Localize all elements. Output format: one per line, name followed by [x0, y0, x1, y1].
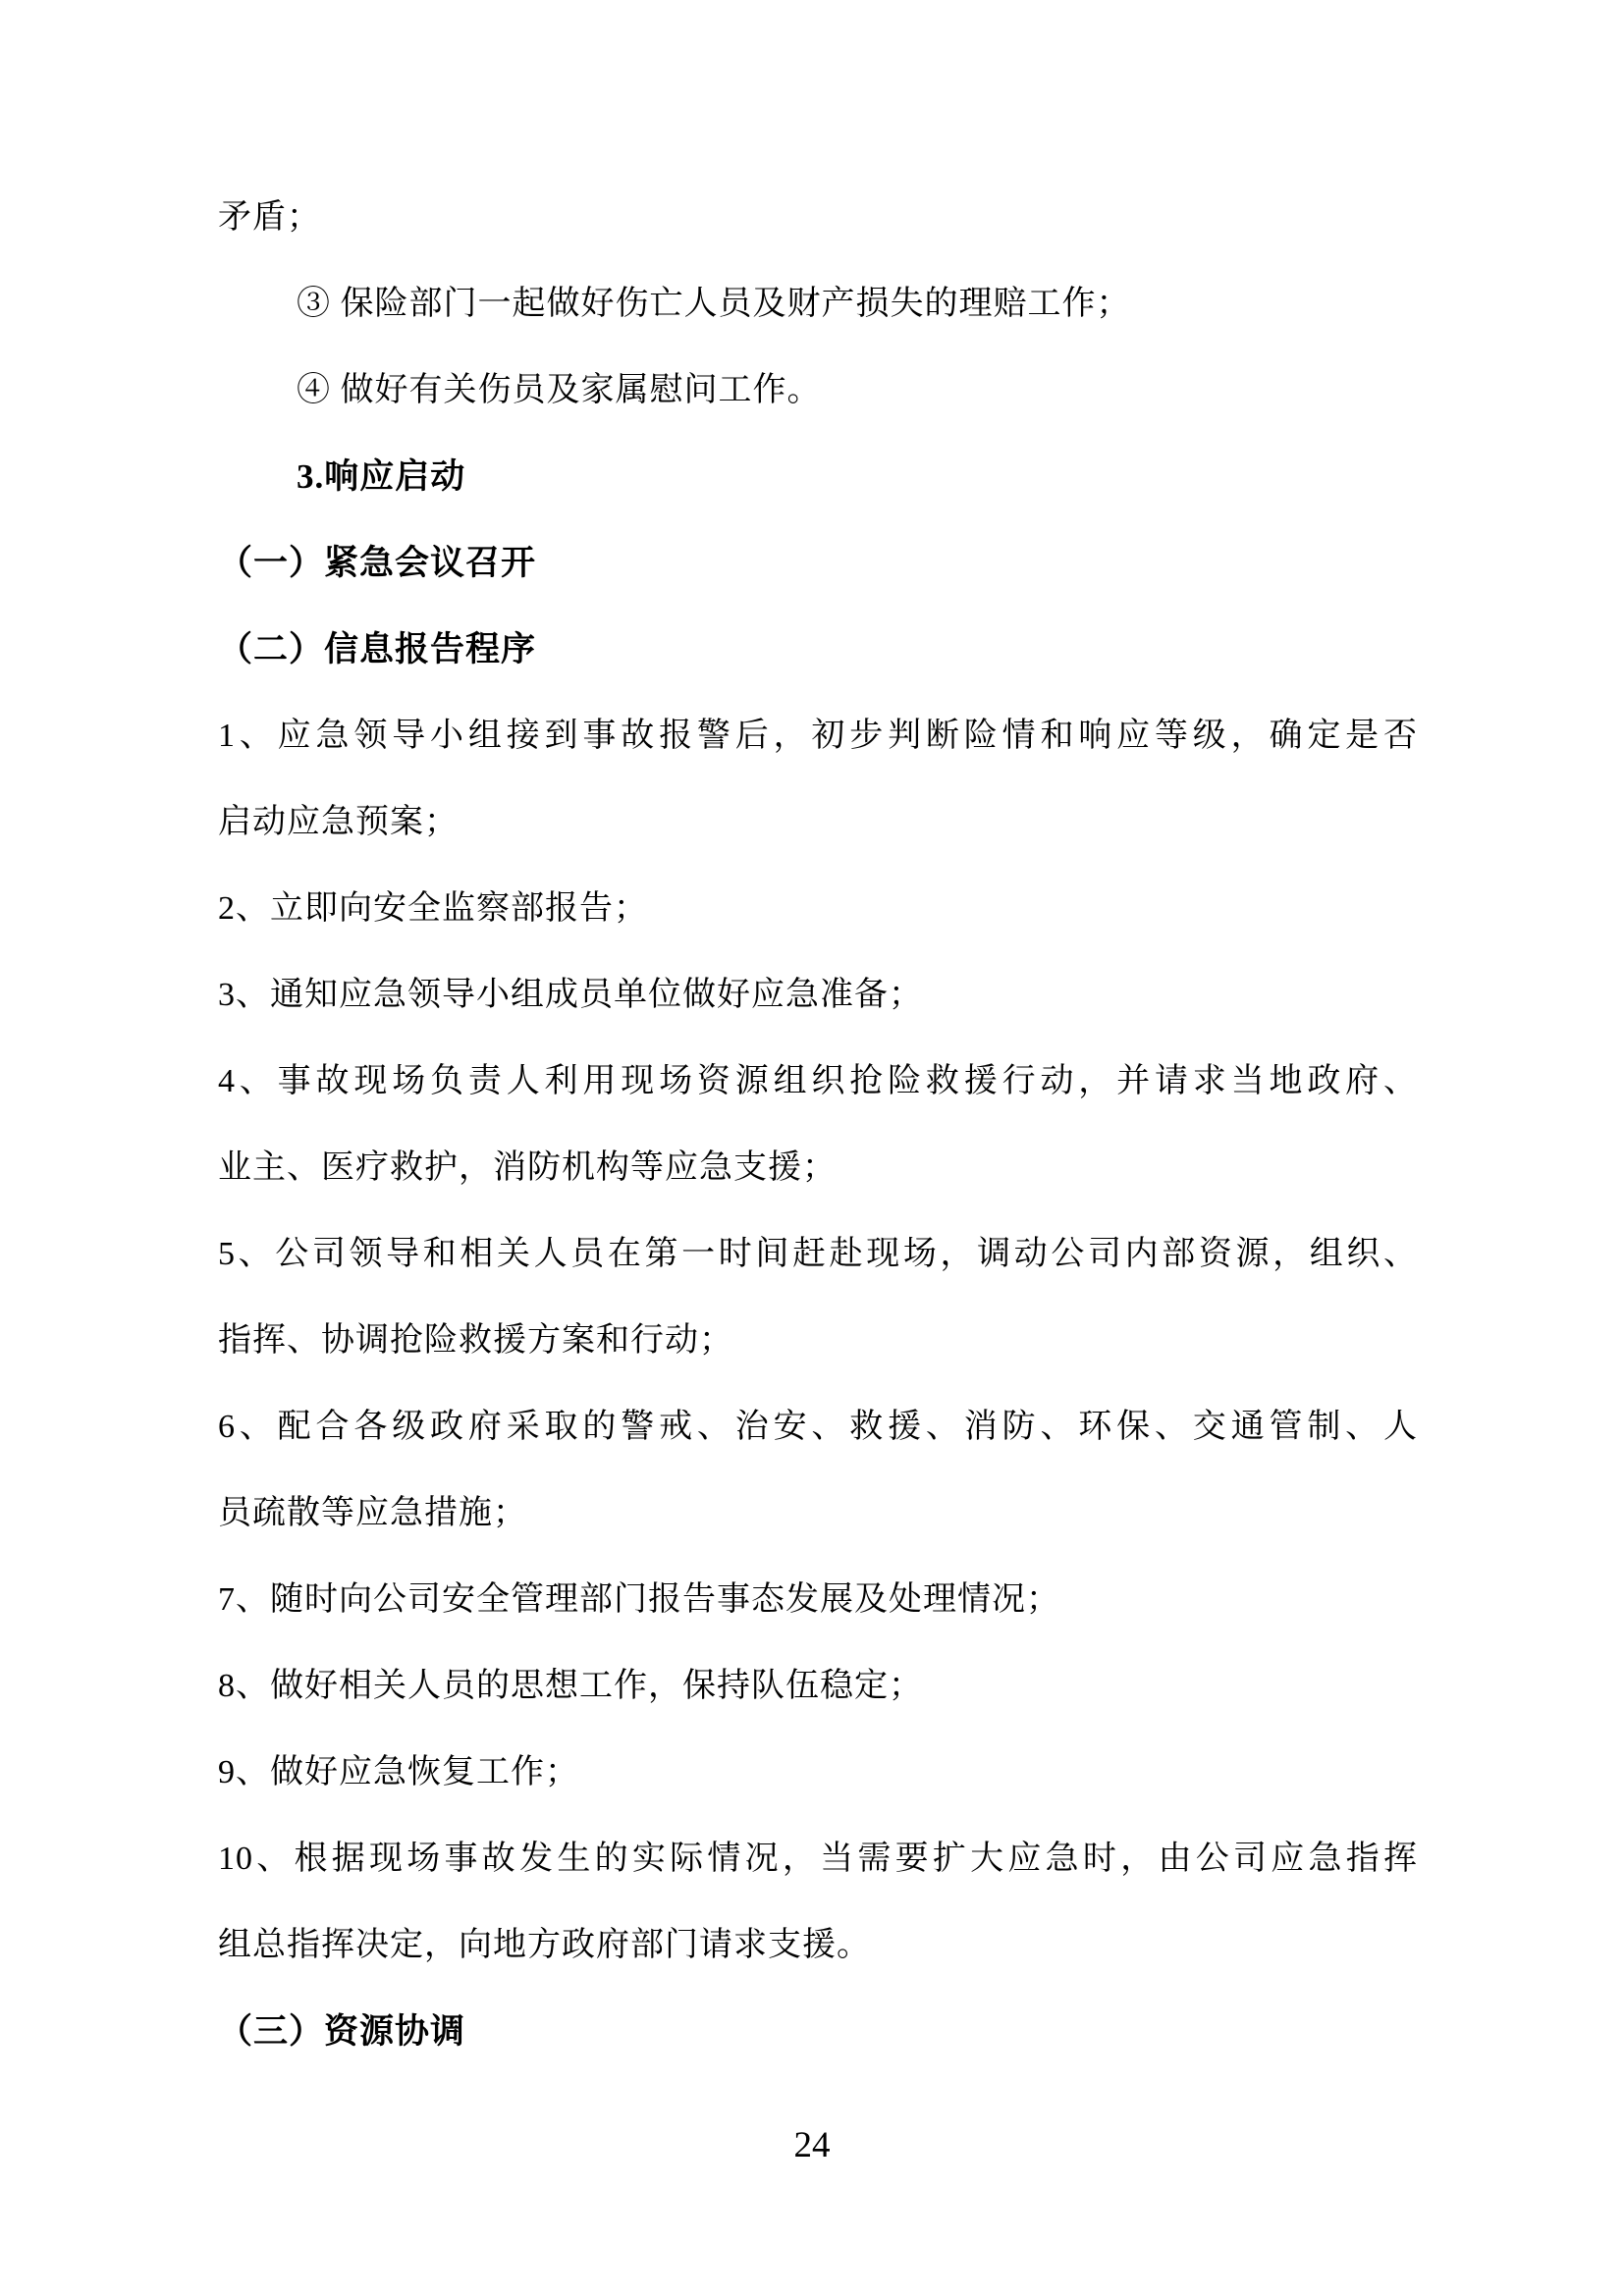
item-5-line-1: 5、公司领导和相关人员在第一时间赶赴现场，调动公司内部资源，组织、 — [218, 1236, 1418, 1272]
item-9: 9、做好应急恢复工作； — [218, 1754, 579, 1790]
item-1-line-2: 启动应急预案； — [218, 804, 459, 840]
document-page-body — [218, 175, 1418, 2075]
item-3: 3、通知应急领导小组成员单位做好应急准备； — [218, 977, 923, 1013]
item-6-line-2: 员疏散等应急措施； — [218, 1495, 527, 1531]
item-8: 8、做好相关人员的思想工作，保持队伍稳定； — [218, 1668, 923, 1704]
item-10-line-1: 10、根据现场事故发生的实际情况，当需要扩大应急时，由公司应急指挥 — [218, 1841, 1418, 1877]
para-contradictions-end: 矛盾； — [218, 199, 321, 236]
item-4-line-2: 业主、医疗救护，消防机构等应急支援； — [218, 1149, 837, 1186]
item-1-line-1: 1、应急领导小组接到事故报警后，初步判断险情和响应等级，确定是否 — [218, 718, 1418, 754]
item-5-line-2: 指挥、协调抢险救援方案和行动； — [218, 1322, 733, 1359]
heading-emergency-meeting: （一）紧急会议召开 — [218, 544, 537, 582]
item-4-line-1: 4、事故现场负责人利用现场资源组织抢险救援行动，并请求当地政府、 — [218, 1063, 1418, 1099]
item-7: 7、随时向公司安全管理部门报告事态发展及处理情况； — [218, 1581, 1060, 1618]
list-item-circle-4: ④ 做好有关伤员及家属慰问工作。 — [297, 372, 822, 408]
heading-resource-coordination: （三）资源协调 — [218, 2012, 466, 2051]
heading-info-report-procedure: （二）信息报告程序 — [218, 630, 537, 668]
item-6-line-1: 6、配合各级政府采取的警戒、治安、救援、消防、环保、交通管制、人 — [218, 1409, 1418, 1445]
page-number: 24 — [793, 2125, 831, 2165]
item-2: 2、立即向安全监察部报告； — [218, 890, 648, 927]
list-item-circle-3: ③ 保险部门一起做好伤亡人员及财产损失的理赔工作； — [297, 286, 1131, 322]
item-10-line-2: 组总指挥决定，向地方政府部门请求支援。 — [218, 1927, 871, 1963]
heading-response-activation: 3.响应启动 — [297, 457, 466, 496]
